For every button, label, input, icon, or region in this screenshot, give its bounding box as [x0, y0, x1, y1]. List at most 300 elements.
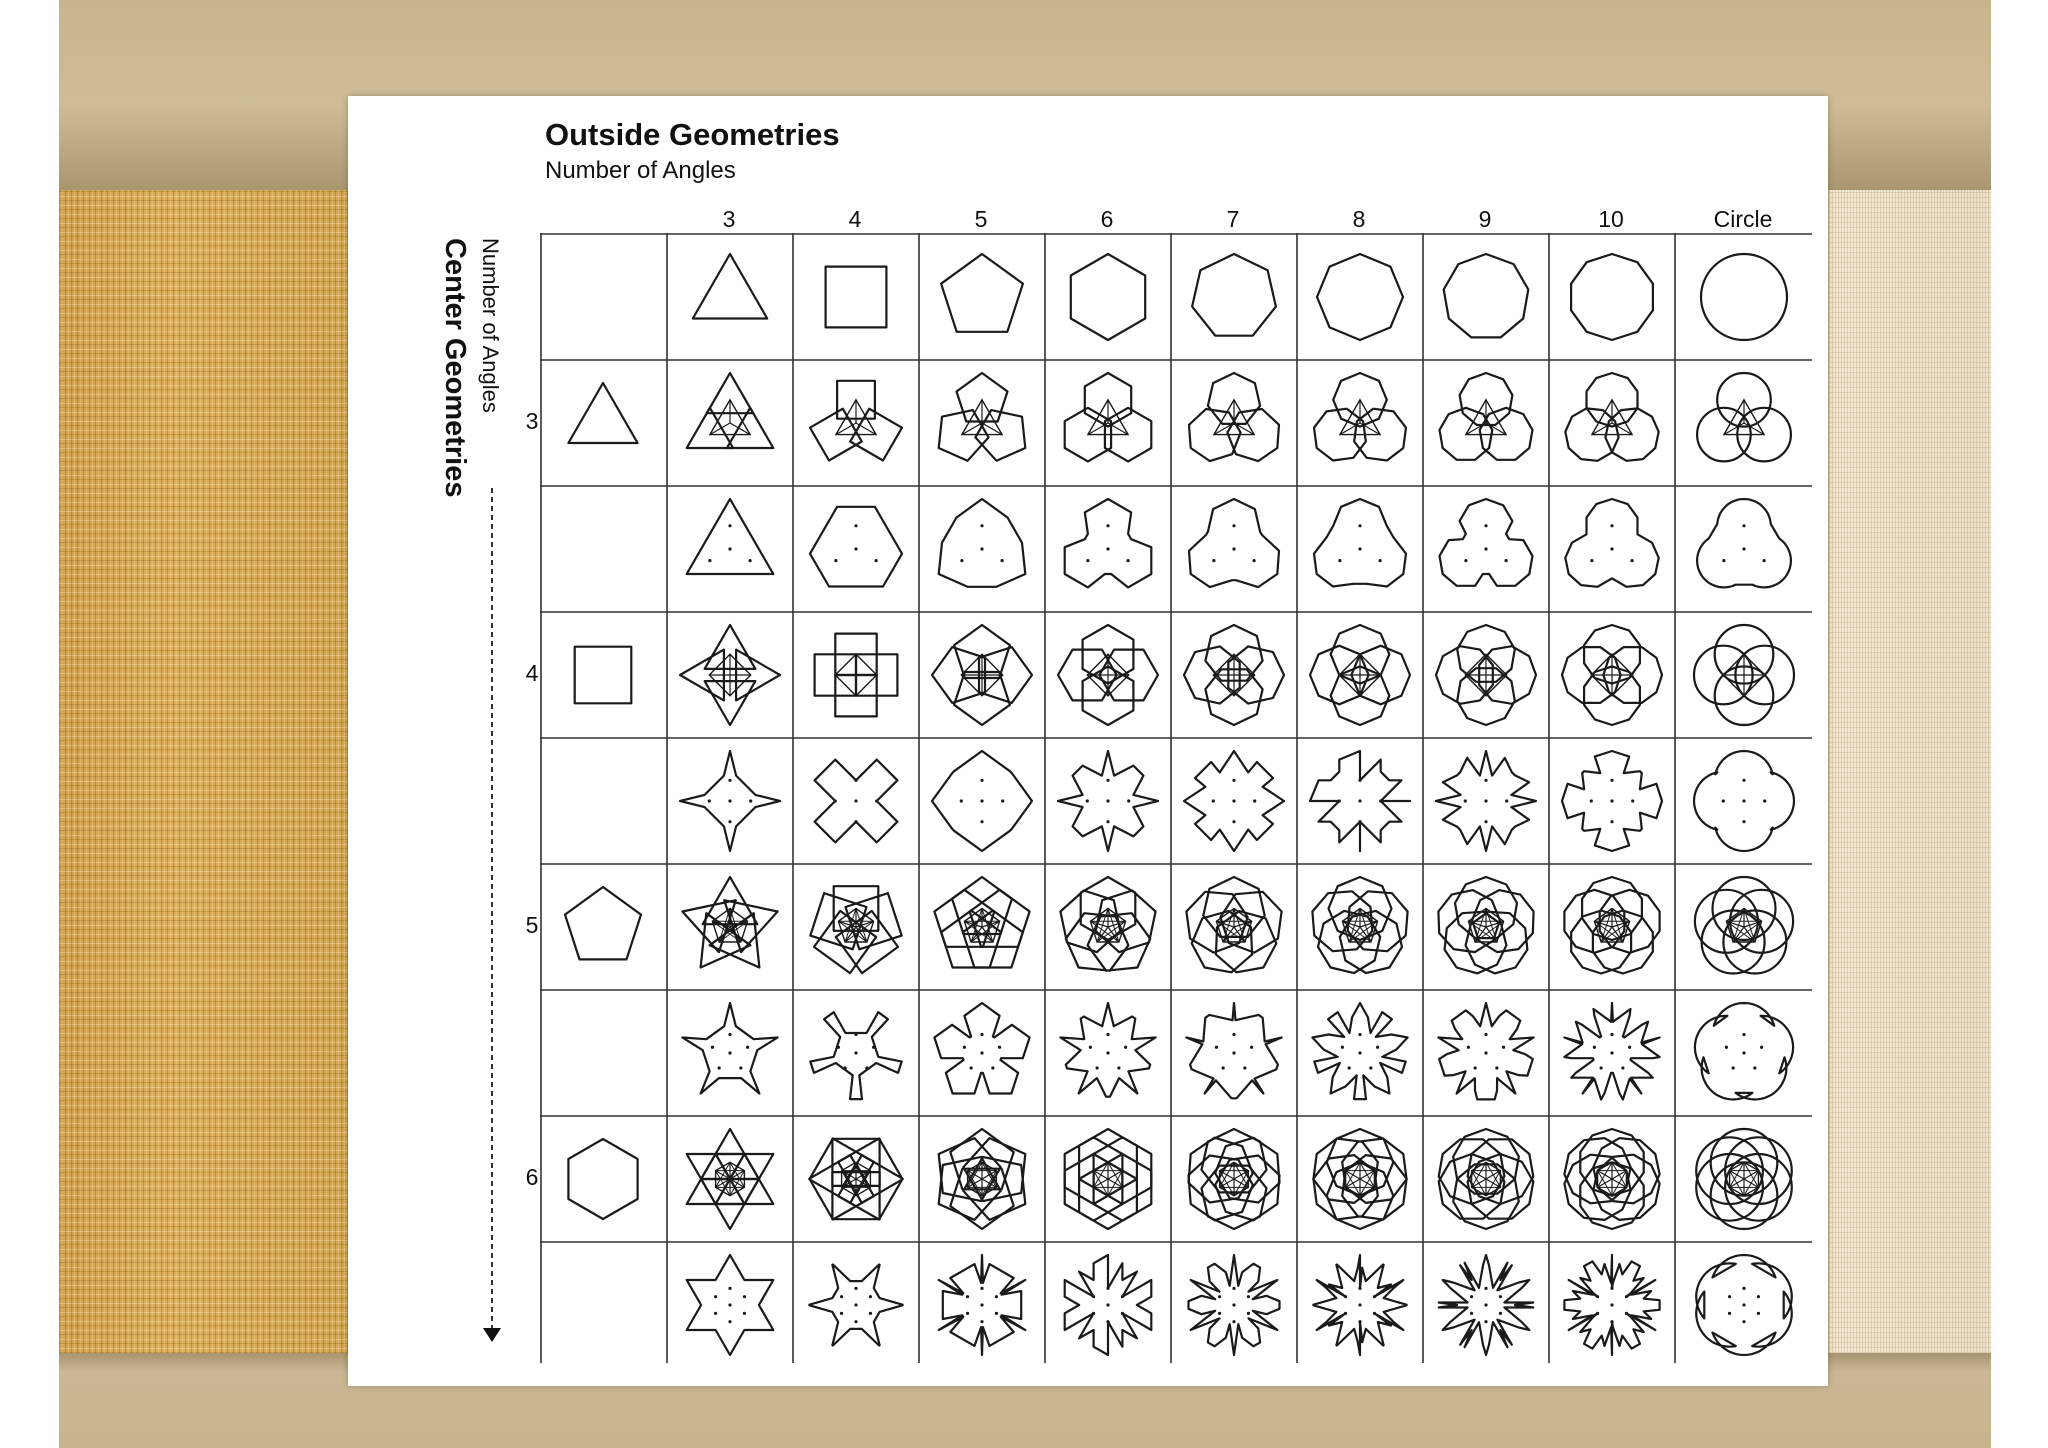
center-dot	[1762, 559, 1765, 562]
center-dot	[1106, 1051, 1109, 1054]
center-dot	[1086, 799, 1089, 802]
center-dot	[1253, 799, 1256, 802]
geometry-cell	[1065, 499, 1152, 587]
geometry-cell	[1564, 877, 1659, 974]
construction-line	[1090, 921, 1108, 927]
geometry-cell	[939, 373, 1026, 461]
center-dot	[718, 1066, 721, 1069]
center-dot	[1106, 779, 1109, 782]
center-dot	[834, 559, 837, 562]
center-dot	[1212, 559, 1215, 562]
geometry-cell	[810, 886, 901, 973]
geometry-cell	[1186, 877, 1281, 972]
center-dot	[1757, 1312, 1760, 1315]
center-dot	[1247, 1312, 1250, 1315]
center-dot	[980, 1320, 983, 1323]
center-dot	[963, 1046, 966, 1049]
center-dot	[980, 1033, 983, 1036]
center-dot	[854, 799, 857, 802]
center-dot	[708, 559, 711, 562]
row-header: 6	[525, 1164, 539, 1190]
geometry-cell	[1436, 751, 1536, 851]
center-dot	[1252, 559, 1255, 562]
center-dot	[714, 1295, 717, 1298]
center-dot	[1232, 524, 1235, 527]
center-dot	[1742, 1320, 1745, 1323]
geometry-cell	[1440, 373, 1533, 460]
geometry-cell	[1065, 373, 1152, 461]
center-dot	[1742, 820, 1745, 823]
geometry-cell	[1310, 625, 1410, 725]
geometry-cell	[1071, 254, 1145, 340]
center-dot	[1369, 1066, 1372, 1069]
geometry-cell	[1065, 1129, 1152, 1229]
geometry-cell	[1184, 751, 1284, 851]
diagram-subtitle: Number of Angles	[545, 157, 736, 184]
center-dot	[1484, 1303, 1487, 1306]
center-dot	[1358, 779, 1361, 782]
center-dot	[1001, 799, 1004, 802]
center-dot	[1742, 547, 1745, 550]
center-dot	[840, 1295, 843, 1298]
center-dot	[844, 1066, 847, 1069]
center-dot	[714, 1312, 717, 1315]
outline-shape	[810, 507, 902, 587]
center-dot	[980, 820, 983, 823]
geometry-cell	[1058, 751, 1158, 851]
outline-shape	[939, 499, 1026, 587]
center-dot	[728, 1320, 731, 1323]
geometry-cell	[1184, 625, 1284, 725]
outline-shape	[810, 1012, 901, 1099]
center-dot	[980, 779, 983, 782]
center-dot	[1742, 1287, 1745, 1290]
center-dot	[1470, 1295, 1473, 1298]
geometry-cell	[1695, 1003, 1793, 1100]
center-dot	[1742, 1303, 1745, 1306]
geometry-cell	[1694, 625, 1794, 725]
center-dot	[960, 559, 963, 562]
diagram-title: Outside Geometries	[545, 117, 840, 152]
row-header: 4	[525, 660, 539, 686]
center-dot	[1722, 559, 1725, 562]
center-dot	[854, 547, 857, 550]
geometry-cell	[941, 254, 1023, 332]
center-dot	[1232, 547, 1235, 550]
column-header: Circle	[1713, 206, 1773, 232]
center-dot	[1121, 1295, 1124, 1298]
center-dot	[1590, 559, 1593, 562]
construction-line	[1360, 921, 1378, 927]
outline-shape	[1695, 1003, 1793, 1100]
geometry-cell	[1565, 499, 1658, 587]
geometry-cell	[1438, 1003, 1533, 1099]
center-dot	[970, 1066, 973, 1069]
geometry-cell	[693, 254, 767, 319]
geometry-cell	[1439, 1129, 1534, 1229]
geometry-cell	[1697, 373, 1791, 461]
center-dot	[980, 524, 983, 527]
center-dot	[1742, 1033, 1745, 1036]
center-dot	[1722, 799, 1725, 802]
geometry-cell	[1565, 373, 1658, 461]
center-dot	[749, 799, 752, 802]
center-dot	[874, 559, 877, 562]
center-dot	[1484, 1287, 1487, 1290]
center-dot	[1127, 799, 1130, 802]
center-dot	[1470, 1312, 1473, 1315]
center-dot	[1092, 1312, 1095, 1315]
center-dot	[1212, 799, 1215, 802]
geometry-cell	[1189, 1255, 1280, 1355]
center-dot	[995, 1295, 998, 1298]
center-dot	[1728, 1312, 1731, 1315]
geometry-cell	[680, 625, 780, 725]
geometry-cell	[687, 1255, 774, 1355]
outline-shape	[1565, 499, 1658, 587]
center-dot	[711, 1046, 714, 1049]
column-header: 6	[1100, 206, 1114, 232]
center-dot	[1232, 1051, 1235, 1054]
center-dot	[1610, 1303, 1613, 1306]
center-dot	[1250, 1046, 1253, 1049]
center-dot	[1096, 1066, 1099, 1069]
center-dot	[1757, 1295, 1760, 1298]
center-dot	[1373, 1312, 1376, 1315]
center-dot	[1499, 1312, 1502, 1315]
construction-line	[730, 927, 741, 942]
center-dot	[1232, 1033, 1235, 1036]
center-dot	[1484, 820, 1487, 823]
center-dot	[1753, 1066, 1756, 1069]
center-dot	[1742, 524, 1745, 527]
petal-shape	[939, 410, 989, 461]
column-header: 8	[1352, 206, 1366, 232]
geometry-cell	[1060, 877, 1155, 971]
center-dot	[1218, 1312, 1221, 1315]
center-dot	[1625, 1312, 1628, 1315]
center-dot	[1610, 820, 1613, 823]
center-dot	[1358, 1033, 1361, 1036]
outline-shape	[1189, 499, 1279, 587]
center-shape	[565, 887, 641, 959]
center-dot	[1344, 1312, 1347, 1315]
geometry-cell	[939, 1255, 1026, 1355]
geometry-cell	[810, 381, 902, 461]
outline-shape	[1312, 1003, 1407, 1099]
center-dot	[1484, 1320, 1487, 1323]
geometry-cell	[1436, 625, 1536, 725]
center-dot	[1596, 1295, 1599, 1298]
center-dot	[743, 1295, 746, 1298]
center-dot	[1610, 524, 1613, 527]
center-dot	[1631, 799, 1634, 802]
center-dot	[854, 1033, 857, 1036]
center-dot	[1760, 1046, 1763, 1049]
center-dot	[1086, 559, 1089, 562]
geometry-cell	[932, 625, 1032, 725]
center-dot	[980, 1051, 983, 1054]
geometry-cell	[1192, 254, 1276, 336]
outline-shape	[1438, 1003, 1533, 1099]
outline-shape	[934, 1003, 1029, 1094]
center-dot	[1106, 1287, 1109, 1290]
geometry-cell	[826, 267, 887, 328]
center-dot	[966, 1295, 969, 1298]
geometry-cell	[1439, 1255, 1534, 1355]
center-dot	[1243, 1066, 1246, 1069]
center-dot	[1089, 1046, 1092, 1049]
outside-shape	[1444, 254, 1529, 337]
column-header: 7	[1226, 206, 1240, 232]
outside-shape	[1192, 254, 1276, 336]
center-dot	[1464, 799, 1467, 802]
center-dot	[1728, 1295, 1731, 1298]
center-dot	[1499, 1295, 1502, 1298]
center-dot	[1341, 1046, 1344, 1049]
column-header: 10	[1598, 206, 1624, 232]
center-dot	[854, 1051, 857, 1054]
geometry-cell	[815, 634, 898, 717]
geometry-cell	[1186, 1003, 1281, 1098]
geometry-cell	[682, 1003, 777, 1094]
center-dot	[995, 1312, 998, 1315]
center-dot	[1232, 1287, 1235, 1290]
center-dot	[1344, 1295, 1347, 1298]
center-dot	[1505, 799, 1508, 802]
vertical-arrow	[437, 238, 517, 1348]
center-dot	[1495, 1066, 1498, 1069]
center-dot	[960, 799, 963, 802]
vertical-axis	[437, 238, 517, 1348]
center-dot	[1106, 799, 1109, 802]
geometry-cell	[1562, 625, 1662, 725]
center-dot	[1358, 820, 1361, 823]
geometry-cell	[1696, 1255, 1792, 1355]
center-dot	[1000, 559, 1003, 562]
geometry-cell	[1317, 254, 1403, 340]
center-dot	[998, 1046, 1001, 1049]
center-dot	[1247, 1295, 1250, 1298]
center-dot	[1124, 1046, 1127, 1049]
center-dot	[1215, 1046, 1218, 1049]
outline-shape	[1697, 499, 1791, 587]
center-dot	[840, 1312, 843, 1315]
center-dot	[1106, 1320, 1109, 1323]
center-dot	[854, 1287, 857, 1290]
center-dot	[854, 1320, 857, 1323]
center-dot	[1590, 799, 1593, 802]
center-dot	[966, 1312, 969, 1315]
center-dot	[1358, 524, 1361, 527]
center-dot	[1474, 1066, 1477, 1069]
construction-line	[1342, 921, 1360, 927]
center-dot	[1358, 1320, 1361, 1323]
center-dot	[1732, 1066, 1735, 1069]
geometry-cell	[1695, 877, 1793, 973]
center-dot	[728, 799, 731, 802]
center-dot	[1610, 799, 1613, 802]
geometry-cell	[1310, 751, 1410, 851]
center-dot	[1121, 1312, 1124, 1315]
geometry-cell	[810, 507, 902, 587]
center-dot	[1358, 1303, 1361, 1306]
center-dot	[1373, 1295, 1376, 1298]
column-header: 9	[1478, 206, 1492, 232]
center-dot	[728, 820, 731, 823]
geometry-cell	[1701, 254, 1787, 340]
center-dot	[1379, 799, 1382, 802]
center-dot	[837, 1046, 840, 1049]
geometry-cell	[1696, 1129, 1792, 1229]
center-dot	[1338, 559, 1341, 562]
center-dot	[1232, 1320, 1235, 1323]
center-dot	[728, 1033, 731, 1036]
geometry-cell	[1313, 1255, 1406, 1355]
column-header: 4	[848, 206, 862, 232]
petal-shape	[1455, 877, 1517, 938]
geometry-cell	[1562, 751, 1662, 851]
left-weave-texture	[59, 190, 349, 1353]
geometry-cell	[1564, 1003, 1659, 1100]
center-dot	[869, 1295, 872, 1298]
center-dot	[1378, 559, 1381, 562]
geometry-cell	[687, 1129, 774, 1229]
geometry-cell	[687, 499, 774, 574]
center-dot	[1484, 524, 1487, 527]
center-shape	[575, 647, 632, 704]
center-dot	[1763, 799, 1766, 802]
center-dot	[1232, 1303, 1235, 1306]
center-dot	[1092, 1295, 1095, 1298]
center-dot	[875, 799, 878, 802]
center-dot	[1610, 547, 1613, 550]
center-dot	[708, 799, 711, 802]
geometry-cell	[1697, 499, 1791, 587]
center-dot	[1106, 820, 1109, 823]
center-dot	[1625, 1295, 1628, 1298]
center-dot	[1232, 799, 1235, 802]
center-dot	[1232, 779, 1235, 782]
center-dot	[869, 1312, 872, 1315]
outside-shape	[693, 254, 767, 319]
center-dot	[1484, 1051, 1487, 1054]
center-dot	[746, 1046, 749, 1049]
center-dot	[728, 779, 731, 782]
center-dot	[1358, 799, 1361, 802]
geometry-cell	[1571, 254, 1653, 340]
center-dot	[1338, 799, 1341, 802]
center-dot	[1610, 1320, 1613, 1323]
geometry-cell	[1189, 499, 1279, 587]
geometry-cell	[939, 499, 1026, 587]
outside-shape	[1317, 254, 1403, 340]
geometry-cell	[934, 877, 1029, 968]
outside-shape	[1571, 254, 1653, 340]
geometry-cell	[1189, 373, 1279, 461]
geometry-cell	[1438, 877, 1533, 973]
center-dot	[1467, 1046, 1470, 1049]
outline-shape	[1314, 499, 1406, 587]
vertical-subtitle: Number of Angles	[478, 238, 503, 413]
center-dot	[980, 799, 983, 802]
center-dot	[1126, 559, 1129, 562]
column-header: 5	[974, 206, 988, 232]
outside-shape	[1071, 254, 1145, 340]
center-dot	[1358, 547, 1361, 550]
center-dot	[865, 1066, 868, 1069]
center-dot	[1484, 1033, 1487, 1036]
center-dot	[1610, 779, 1613, 782]
vertical-title: Center Geometries	[439, 238, 471, 498]
geometry-cell	[1060, 1003, 1155, 1097]
center-shape	[568, 383, 637, 443]
center-dot	[980, 547, 983, 550]
center-dot	[1502, 1046, 1505, 1049]
outline-shape	[1564, 1003, 1659, 1100]
center-dot	[728, 1303, 731, 1306]
outside-shape	[941, 254, 1023, 332]
center-dot	[834, 799, 837, 802]
center-dot	[1742, 799, 1745, 802]
petal-shape	[975, 410, 1025, 461]
geometry-cell	[1564, 1129, 1659, 1229]
center-dot	[728, 1051, 731, 1054]
geometry-cell	[939, 1129, 1026, 1229]
center-dot	[1484, 547, 1487, 550]
center-dot	[854, 820, 857, 823]
geometry-cell	[815, 760, 898, 843]
center-dot	[1376, 1046, 1379, 1049]
geometry-cell	[682, 877, 777, 968]
geometry-cell	[687, 373, 774, 448]
center-dot	[1596, 1312, 1599, 1315]
center-dot	[1484, 799, 1487, 802]
center-dot	[1464, 559, 1467, 562]
center-dot	[1106, 1303, 1109, 1306]
center-dot	[1232, 820, 1235, 823]
center-shape	[568, 1139, 637, 1219]
center-dot	[728, 1287, 731, 1290]
outside-shape	[1701, 254, 1787, 340]
outline-shape	[1060, 1003, 1155, 1097]
geometry-cell	[1440, 499, 1533, 586]
center-dot	[1742, 779, 1745, 782]
center-dot	[1358, 1051, 1361, 1054]
center-dot	[739, 1066, 742, 1069]
center-dot	[1358, 1287, 1361, 1290]
center-dot	[1504, 559, 1507, 562]
center-dot	[854, 779, 857, 782]
arrow-down-icon	[483, 1328, 501, 1342]
geometry-cell	[1312, 877, 1407, 973]
center-dot	[728, 524, 731, 527]
center-dot	[1630, 559, 1633, 562]
geometry-cell	[934, 1003, 1029, 1094]
geometry-cell	[1314, 373, 1406, 461]
center-dot	[1610, 1051, 1613, 1054]
outline-shape	[687, 499, 774, 574]
geometry-cell	[809, 1139, 902, 1220]
geometry-cell	[1444, 254, 1529, 337]
geometry-cell	[809, 1265, 902, 1346]
center-dot	[1484, 779, 1487, 782]
geometry-cell	[1058, 625, 1158, 725]
center-dot	[1222, 1066, 1225, 1069]
center-dot	[1106, 547, 1109, 550]
center-dot	[1742, 1051, 1745, 1054]
center-dot	[1621, 1066, 1624, 1069]
